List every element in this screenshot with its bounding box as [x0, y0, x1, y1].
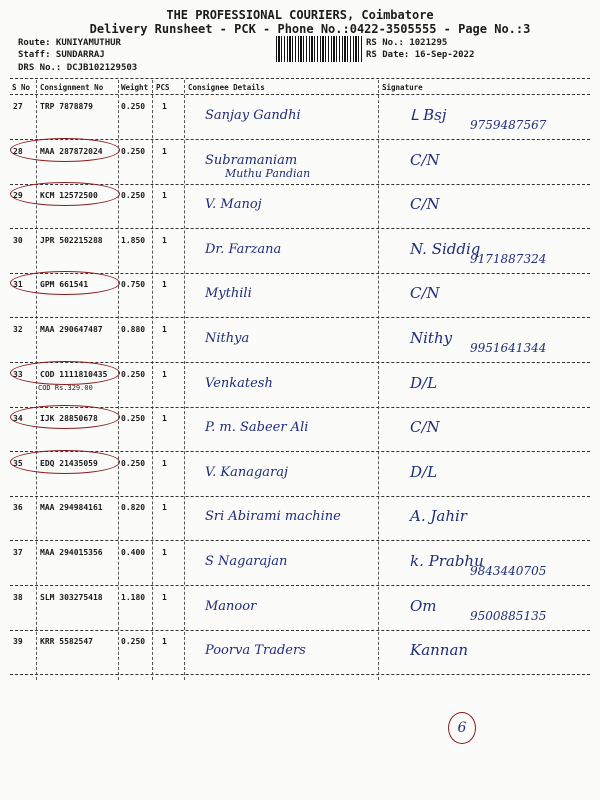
row-pcs: 1 [162, 325, 167, 334]
row-pcs: 1 [162, 191, 167, 201]
row-weight: 0.820 [121, 503, 146, 513]
row-weight: 0.250 [121, 102, 146, 111]
row-sno: 27 [13, 102, 23, 111]
row-weight: 0.250 [121, 146, 146, 156]
row-weight: 0.880 [121, 325, 146, 334]
row-sno: 36 [13, 503, 23, 513]
ink-circle [10, 450, 120, 474]
signature-text: D/L [410, 373, 438, 392]
ink-circle [10, 405, 120, 429]
table-row [0, 408, 600, 452]
row-consignment-no: MAA 294015356 [40, 548, 103, 557]
consignee-name: Sri Abirami machine [205, 509, 341, 525]
row-consignment-no: SLM 303275418 [40, 592, 103, 602]
rs-no-label: RS No.: 1021295 [366, 38, 448, 48]
page-mark: 6 [448, 712, 476, 744]
consignee-name: P. m. Sabeer Ali [205, 420, 309, 436]
row-weight: 0.400 [121, 548, 146, 557]
table-row [0, 230, 600, 274]
row-pcs: 1 [162, 637, 167, 647]
row-pcs: 1 [162, 592, 167, 602]
signature-text: ᒪ Bsj [410, 106, 447, 124]
consignee-name: V. Manoj [205, 197, 262, 213]
rs-date-label: RS Date: 16-Sep-2022 [366, 50, 475, 60]
row-sno: 34 [13, 414, 23, 424]
signature-phone: 9500885135 [470, 608, 547, 623]
signature-phone: 9951641344 [470, 341, 547, 355]
consignee-name: Dr. Farzana [205, 241, 282, 257]
row-consignment-no: IJK 28850678 [40, 414, 98, 424]
signature-text: D/L [410, 462, 438, 481]
row-pcs: 1 [162, 146, 167, 156]
row-pcs: 1 [162, 414, 167, 424]
route-label: Route: KUNIYAMUTHUR [18, 38, 121, 48]
row-consignment-no: EDQ 21435059 [40, 458, 98, 468]
signature-text: A. Jahir [410, 507, 467, 526]
table-row [0, 497, 600, 541]
col-header-consignee: Consignee Details [188, 83, 265, 92]
row-weight: 0.250 [121, 369, 146, 379]
col-header-pcs: PCS [156, 83, 170, 92]
row-consignment-no: JPR 502215288 [40, 235, 103, 245]
consignee-name: Mythili [205, 286, 252, 302]
table-row [0, 141, 600, 185]
consignee-name: S Nagarajan [205, 554, 288, 569]
row-pcs: 1 [162, 503, 167, 513]
table-row [0, 96, 600, 140]
signature-text: C/N [410, 150, 440, 169]
signature-text: Om [410, 596, 437, 615]
signature-phone: 9843440705 [470, 564, 547, 578]
table-row [0, 185, 600, 229]
runsheet-title: Delivery Runsheet - PCK - Phone No.:0422-3505555 - Page No.:3 [89, 22, 531, 36]
row-sno: 33 [13, 369, 23, 379]
col-header-consignment: Consignment No [40, 83, 104, 92]
row-pcs: 1 [162, 458, 167, 468]
drs-label: DRS No.: DCJB102129503 [18, 63, 138, 73]
row-rule [10, 674, 590, 675]
signature-phone: 9171887324 [470, 251, 547, 266]
consignee-name: Sanjay Gandhi [205, 108, 301, 123]
row-consignment-no: MAA 287872024 [40, 146, 103, 156]
row-sno: 31 [13, 280, 23, 290]
table-row [0, 631, 600, 675]
staff-label: Staff: SUNDARRAJ [18, 50, 105, 60]
consignee-name: Nithya [205, 331, 250, 346]
table-header-rule [10, 94, 590, 95]
row-sno: 37 [13, 548, 23, 557]
row-consignment-no: KRR 5582547 [40, 637, 93, 647]
row-weight: 0.250 [121, 458, 146, 468]
row-sno: 35 [13, 458, 23, 468]
table-row [0, 319, 600, 363]
row-weight: 0.250 [121, 191, 146, 201]
row-sno: 29 [13, 191, 23, 201]
row-consignment-no: TRP 7878879 [40, 102, 93, 111]
row-pcs: 1 [162, 235, 167, 245]
row-sno: 28 [13, 146, 23, 156]
signature-text: Nithy [410, 329, 453, 347]
signature-text: Kannan [410, 641, 469, 660]
col-header-sno: S No [12, 83, 31, 92]
col-header-signature: Signature [382, 83, 423, 92]
row-consignment-no: MAA 290647487 [40, 325, 103, 334]
signature-text: C/N [410, 418, 440, 437]
row-pcs: 1 [162, 280, 167, 290]
cod-amount: COD Rs.329.00 [38, 383, 93, 392]
row-consignment-no: GPM 661541 [40, 280, 89, 290]
signature-text: C/N [410, 284, 440, 303]
ink-circle [10, 138, 120, 162]
table-row [0, 274, 600, 318]
barcode [276, 36, 362, 62]
signature-text: N. Siddiq [410, 239, 481, 258]
row-weight: 0.250 [121, 414, 146, 424]
table-row [0, 364, 600, 408]
row-weight: 1.180 [121, 592, 146, 602]
consignee-name-line2: Muthu Pandian [225, 166, 311, 180]
row-weight: 0.750 [121, 280, 146, 290]
row-pcs: 1 [162, 548, 167, 557]
consignee-name: Subramaniam [205, 152, 298, 168]
col-header-weight: Weight [121, 83, 149, 92]
consignee-name: Poorva Traders [205, 643, 306, 659]
row-weight: 1.850 [121, 235, 146, 245]
row-sno: 39 [13, 637, 23, 647]
row-weight: 0.250 [121, 637, 146, 647]
consignee-name: V. Kanagaraj [205, 464, 289, 480]
consignee-name: Manoor [205, 598, 257, 614]
row-pcs: 1 [162, 369, 167, 379]
signature-text: k. Prabhu [410, 552, 484, 570]
table-row [0, 587, 600, 631]
company-title: THE PROFESSIONAL COURIERS, Coimbatore [166, 8, 434, 22]
ink-circle [10, 361, 120, 385]
consignee-name: Venkatesh [205, 375, 273, 391]
row-consignment-no: COD 1111810435 [40, 369, 108, 379]
signature-phone: 9759487567 [470, 118, 547, 132]
row-consignment-no: KCM 12572500 [40, 191, 98, 201]
table-row [0, 542, 600, 586]
table-row [0, 453, 600, 497]
ink-circle [10, 182, 120, 206]
ink-circle [10, 271, 120, 295]
table-top-rule [10, 78, 590, 79]
row-sno: 32 [13, 325, 23, 334]
row-consignment-no: MAA 294984161 [40, 503, 103, 513]
signature-text: C/N [410, 195, 440, 214]
row-pcs: 1 [162, 102, 167, 111]
row-sno: 38 [13, 592, 23, 602]
row-sno: 30 [13, 235, 23, 245]
